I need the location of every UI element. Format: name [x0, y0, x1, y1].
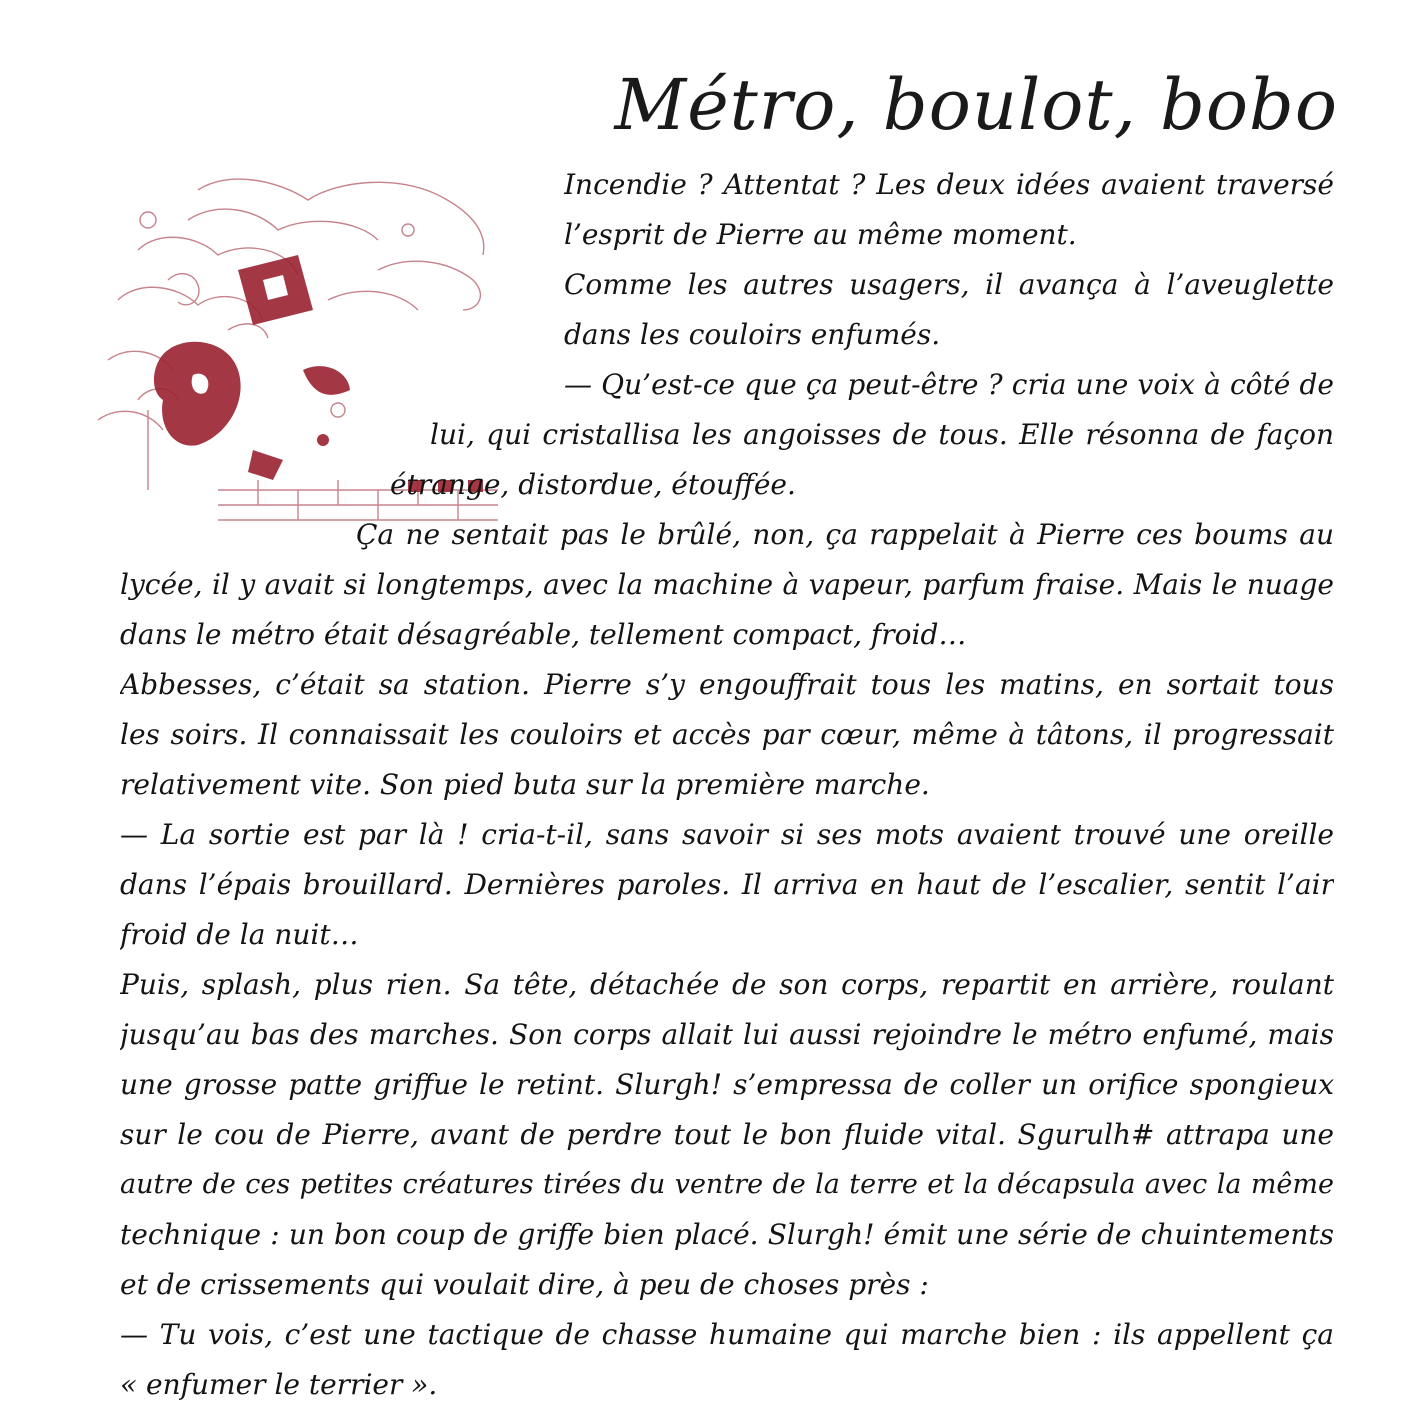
text-line: lycée, il y avait si longtemps, avec la machine à vapeur, parfum fraise. Mais le nuage	[120, 568, 1334, 601]
text-line: étrange, distordue, étouffée.	[390, 468, 796, 501]
text-line: — La sortie est par là ! cria-t-il, sans savoir si ses mots avaient trouvé une oreille	[120, 818, 1334, 851]
text-line: dans l’épais brouillard. Dernières paroles. Il arriva en haut de l’escalier, sentit l’air	[120, 868, 1334, 901]
text-line: l’esprit de Pierre au même moment.	[564, 218, 1077, 251]
text-line: « enfumer le terrier ».	[120, 1368, 438, 1401]
text-line: sur le cou de Pierre, avant de perdre tout le bon fluide vital. Sgurulh# attrapa une	[120, 1118, 1334, 1151]
text-line: froid de la nuit…	[120, 918, 359, 951]
text-line: et de crissements qui voulait dire, à peu de choses près :	[120, 1268, 929, 1301]
text-line: Abbesses, c’était sa station. Pierre s’y engouffrait tous les matins, en sortait tous	[120, 668, 1334, 701]
text-line: relativement vite. Son pied buta sur la première marche.	[120, 768, 930, 801]
text-line: jusqu’au bas des marches. Son corps allait lui aussi rejoindre le métro enfumé, mais	[120, 1018, 1334, 1051]
text-line: Incendie ? Attentat ? Les deux idées avaient traversé	[564, 168, 1334, 201]
text-line: dans les couloirs enfumés.	[564, 318, 941, 351]
text-line: Comme les autres usagers, il avança à l’aveuglette	[564, 268, 1334, 301]
text-line: Ça ne sentait pas le brûlé, non, ça rappelait à Pierre ces boums au	[356, 518, 1334, 551]
text-line: technique : un bon coup de griffe bien placé. Slurgh! émit une série de chuintements	[120, 1218, 1334, 1251]
text-line: lui, qui cristallisa les angoisses de tous. Elle résonna de façon	[430, 418, 1334, 451]
text-line: les soirs. Il connaissait les couloirs et accès par cœur, même à tâtons, il progressait	[120, 718, 1334, 751]
text-line: Puis, splash, plus rien. Sa tête, détachée de son corps, repartit en arrière, roulant	[120, 968, 1334, 1001]
text-line: — Qu’est-ce que ça peut-être ? cria une voix à côté de	[564, 368, 1334, 401]
text-line: une grosse patte griffue le retint. Slurgh! s’empressa de coller un orifice spongieux	[120, 1068, 1334, 1101]
page-title: Métro, boulot, bobo	[614, 64, 1338, 146]
text-line: autre de ces petites créatures tirées du ventre de la terre et la décapsula avec la même	[120, 1169, 1334, 1200]
text-line: — Tu vois, c’est une tactique de chasse humaine qui marche bien : ils appellent ça	[120, 1318, 1334, 1351]
text-line: dans le métro était désagréable, tellement compact, froid…	[120, 618, 967, 651]
